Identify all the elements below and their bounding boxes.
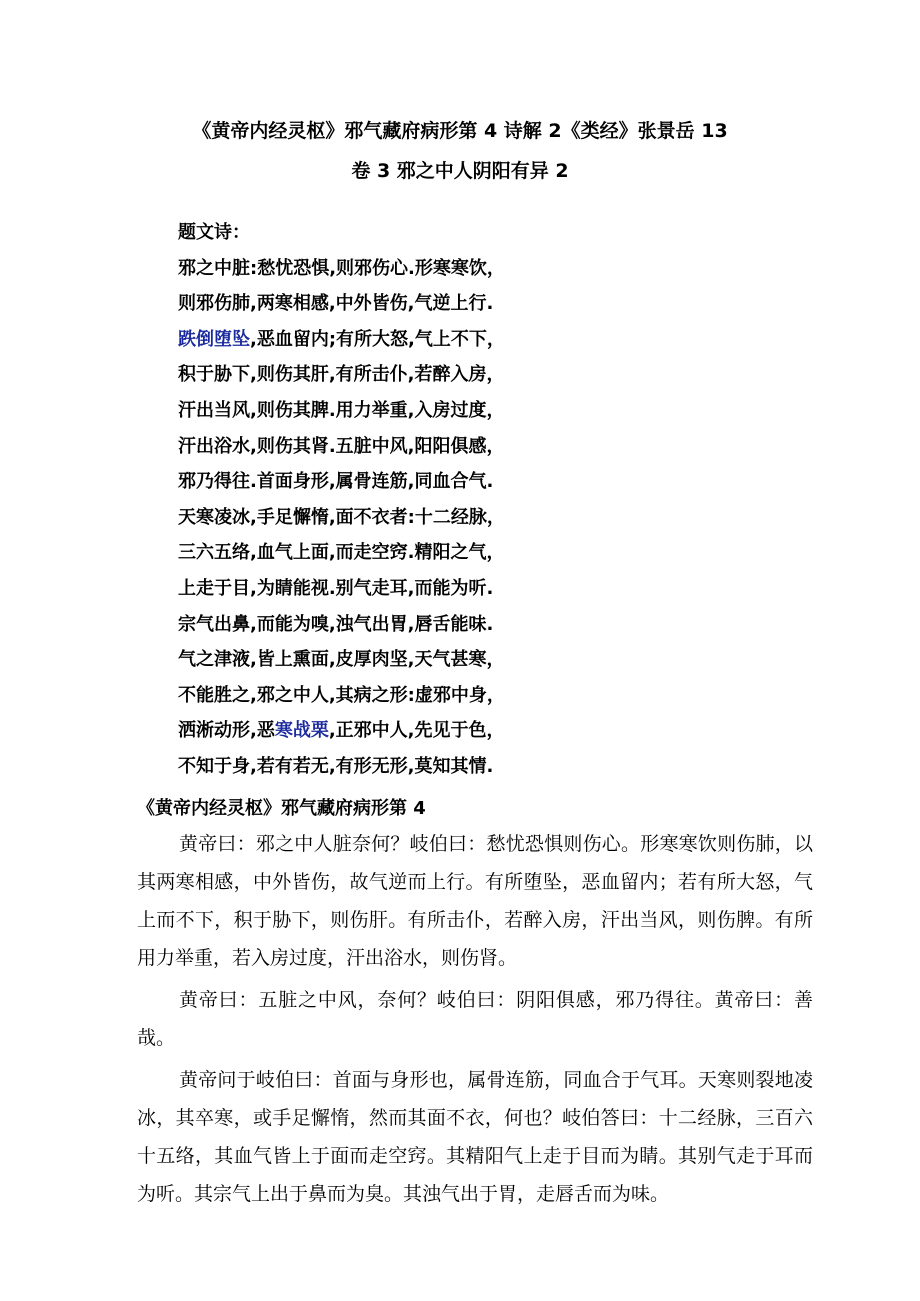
poem-line-text: ,恶血留内;有所大怒,气上不下， <box>250 328 505 350</box>
title-line-2: 卷 3 邪之中人阴阳有异 2 <box>351 160 569 182</box>
poem-line: 积于胁下,则伤其肝,有所击仆,若醉入房， <box>178 364 505 386</box>
poem-heading: 题文诗： <box>178 222 250 243</box>
poem-line: 上走于目,为睛能视.别气走耳,而能为听. <box>178 577 494 599</box>
poem-line: 邪乃得往.首面身形,属骨连筋,同血合气. <box>178 471 494 493</box>
poem-line: 则邪伤肺,两寒相感,中外皆伤,气逆上行. <box>178 293 494 315</box>
poem-line: 不知于身,若有若无,有形无形,莫知其情. <box>178 755 494 777</box>
poem-line <box>178 328 505 364</box>
body-paragraph: 黄帝问于岐伯曰：首面与身形也，属骨连筋，同血合于气耳。天寒则裂地凌冰，其卒寒，或手足懈惰，然而其面不衣，何也？岐伯答曰：十二经脉，三百六十五络，其血气皆上于面而走空窍。其精阳气上走于目而为睛。其别气走于耳而为听。其宗气上出于鼻而为臭。其浊气出于胃，走唇舌而为味。 <box>137 1069 813 1205</box>
poem-line: 宗气出鼻,而能为嗅,浊气出胃,唇舌能味. <box>178 613 494 635</box>
poem-line: 邪之中脏:愁忧恐惧,则邪伤心.形寒寒饮， <box>178 257 505 279</box>
poem-line: 天寒凌冰,手足懈惰,面不衣者:十二经脉， <box>178 506 505 528</box>
poem-line-text: 洒淅动形,恶 <box>178 720 275 742</box>
poem-line: 汗出浴水,则伤其肾.五脏中风,阳阳俱感， <box>178 435 505 457</box>
poem-line <box>178 719 505 755</box>
poem-line: 三六五络,血气上面,而走空窍.精阳之气， <box>178 542 505 564</box>
poem-line: 汗出当风,则伤其脾.用力举重,入房过度， <box>178 399 505 421</box>
section-title: 《黄帝内经灵枢》邪气藏府病形第 4 <box>137 798 426 819</box>
body-paragraph: 黄帝曰：五脏之中风，奈何？岐伯曰：阴阳俱感，邪乃得往。黄帝曰：善哉。 <box>137 989 813 1049</box>
body-text <box>137 825 813 1217</box>
title-line-1: 《黄帝内经灵枢》邪气藏府病形第 4 诗解 2《类经》张景岳 13 <box>192 120 728 142</box>
highlighted-term: 寒战栗 <box>274 720 329 742</box>
poem-block <box>178 221 505 791</box>
poem-line-text: ,正邪中人,先见于色， <box>328 720 505 742</box>
poem-line: 不能胜之,邪之中人,其病之形:虚邪中身， <box>178 684 505 706</box>
poem-line: 气之津液,皆上熏面,皮厚肉坚,天气甚寒， <box>178 649 505 671</box>
body-paragraph: 黄帝曰：邪之中人脏奈何？岐伯曰：愁忧恐惧则伤心。形寒寒饮则伤肺，以其两寒相感，中外皆伤，故气逆而上行。有所堕坠，恶血留内；若有所大怒，气上而不下，积于胁下，则伤肝。有所击仆，若醉入房，汗出当风，则伤脾。有所用力举重，若入房过度，汗出浴水，则伤肾。 <box>137 833 813 969</box>
highlighted-term: 跌倒堕坠 <box>178 328 250 350</box>
